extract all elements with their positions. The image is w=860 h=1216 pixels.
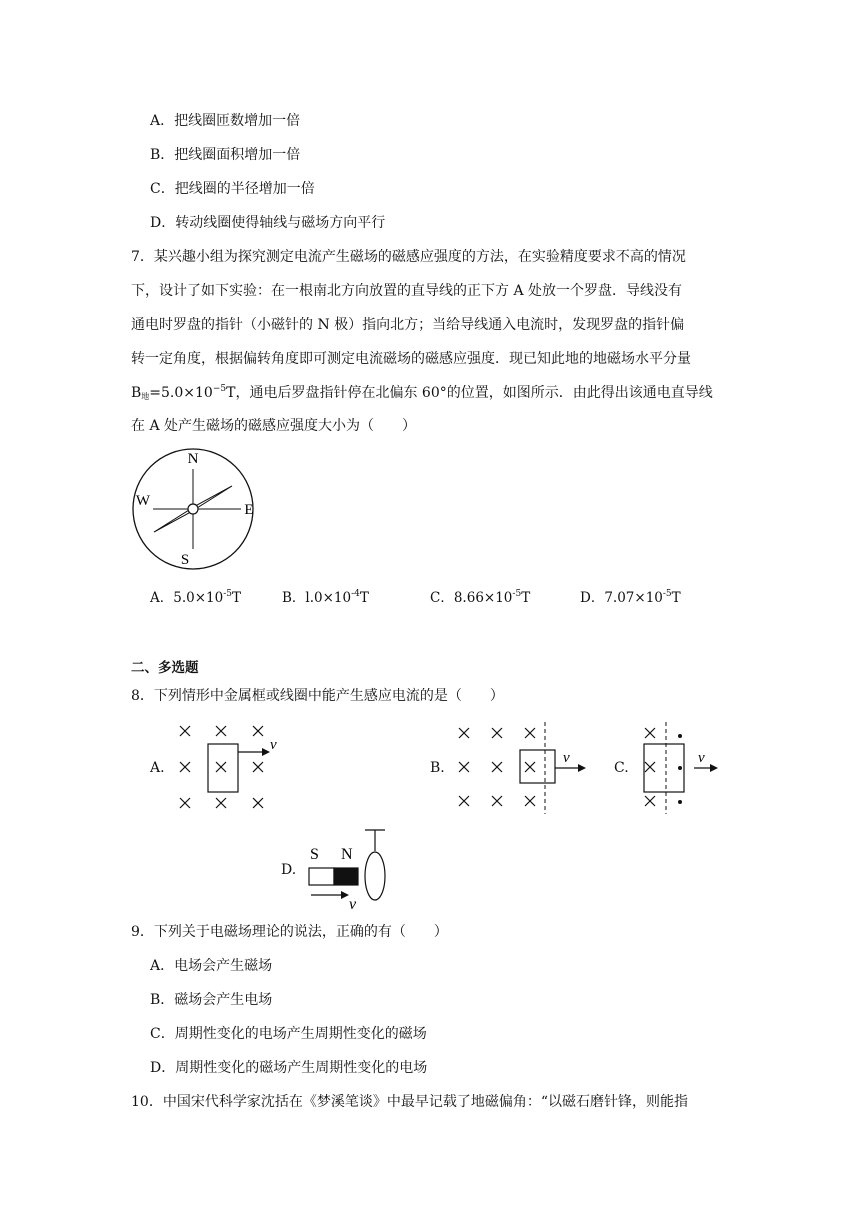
q9-stem: 9．下列关于电磁场理论的说法，正确的有（ ） bbox=[131, 924, 448, 940]
arrow-head bbox=[710, 764, 718, 772]
q8-label-b: B. bbox=[430, 760, 445, 776]
velocity-label: v bbox=[270, 737, 277, 753]
q8-label-d: D. bbox=[281, 862, 297, 878]
b-exponent: −5 bbox=[212, 384, 227, 394]
q8-figure-b bbox=[455, 722, 590, 817]
q7-stem-line-2: 下，设计了如下实验：在一根南北方向放置的直导线的正下方 A 处放一个罗盘．导线没有 bbox=[131, 283, 683, 299]
q9-option-d: D．周期性变化的磁场产生周期性变化的电场 bbox=[150, 1060, 428, 1076]
q8-label-c: C. bbox=[614, 760, 629, 776]
cross-marks bbox=[645, 728, 655, 806]
arrow-head bbox=[262, 748, 270, 756]
b-subscript: 地 bbox=[141, 392, 150, 401]
q8-stem: 8．下列情形中金属框或线圈中能产生感应电流的是（ ） bbox=[131, 688, 504, 704]
q6-option-c: C．把线圈的半径增加一倍 bbox=[150, 181, 315, 197]
b-symbol: B bbox=[131, 385, 142, 401]
metal-frame bbox=[208, 744, 238, 792]
q6-option-a: A．把线圈匝数增加一倍 bbox=[150, 113, 301, 129]
magnet-n-half bbox=[334, 868, 358, 885]
q9-option-b: B．磁场会产生电场 bbox=[150, 992, 273, 1008]
q7-choice-d: D．$7.07\times 10^{-5}T$ bbox=[580, 589, 681, 606]
magnet-pole-s: S bbox=[310, 846, 319, 863]
cross-marks bbox=[459, 728, 535, 806]
compass-figure bbox=[129, 447, 259, 572]
q7-line-5-rest: T，通电后罗盘指针停在北偏东 60°的位置，如图所示．由此得出该通电直导线 bbox=[226, 385, 713, 401]
velocity-label: v bbox=[563, 750, 570, 766]
q8-figure-c bbox=[640, 722, 730, 817]
coil-ring bbox=[365, 852, 385, 900]
magnet-s-half bbox=[309, 868, 334, 885]
compass-label-s: S bbox=[180, 552, 190, 568]
q7-stem-line-3: 通电时罗盘的指针（小磁针的 N 极）指向北方；当给导线通入电流时，发现罗盘的指针偏 bbox=[131, 317, 685, 333]
compass-label-w: W bbox=[135, 493, 151, 509]
b-value: =5.0×10 bbox=[149, 385, 213, 401]
arrow-head bbox=[341, 891, 349, 899]
q7-choice-c: C．$8.66\times 10^{-5}T$ bbox=[430, 589, 531, 606]
q7-stem-line-1: 7．某兴趣小组为探究测定电流产生磁场的磁感应强度的方法，在实验精度要求不高的情况 bbox=[131, 249, 686, 265]
velocity-label: v bbox=[349, 896, 357, 913]
q7-stem-line-4: 转一定角度，根据偏转角度即可测定电流磁场的磁感应强度．现已知此地的地磁场水平分量 bbox=[131, 351, 691, 367]
q8-label-a: A. bbox=[150, 760, 165, 776]
cross-marks bbox=[180, 726, 263, 808]
q8-figure-d bbox=[305, 827, 405, 915]
q9-option-c: C．周期性变化的电场产生周期性变化的磁场 bbox=[150, 1026, 427, 1042]
q8-figure-a bbox=[176, 722, 286, 817]
compass-label-n: N bbox=[187, 451, 199, 467]
compass-label-e: E bbox=[244, 502, 254, 518]
magnet-pole-n: N bbox=[341, 846, 353, 863]
q6-option-d: D．转动线圈使得轴线与磁场方向平行 bbox=[150, 215, 386, 231]
q9-option-a: A．电场会产生磁场 bbox=[150, 958, 273, 974]
q7-choice-b: B．$l.0\times 10^{-4}T$ bbox=[282, 589, 369, 606]
metal-frame bbox=[520, 750, 555, 783]
section-heading: 二、多选题 bbox=[131, 660, 199, 676]
q7-stem-line-6: 在 A 处产生磁场的磁感应强度大小为（ ） bbox=[131, 418, 417, 434]
compass-pivot bbox=[188, 504, 198, 514]
velocity-label: v bbox=[698, 750, 705, 766]
q7-stem-line-5 bbox=[131, 383, 713, 407]
arrow-head bbox=[578, 764, 586, 772]
q10-stem: 10．中国宋代科学家沈括在《梦溪笔谈》中最早记载了地磁偏角：“以磁石磨针锋，则能指 bbox=[131, 1094, 688, 1110]
q7-choice-a: A．$5.0\times 10^{-5}T$ bbox=[150, 589, 242, 606]
q6-option-b: B．把线圈面积增加一倍 bbox=[150, 147, 301, 163]
